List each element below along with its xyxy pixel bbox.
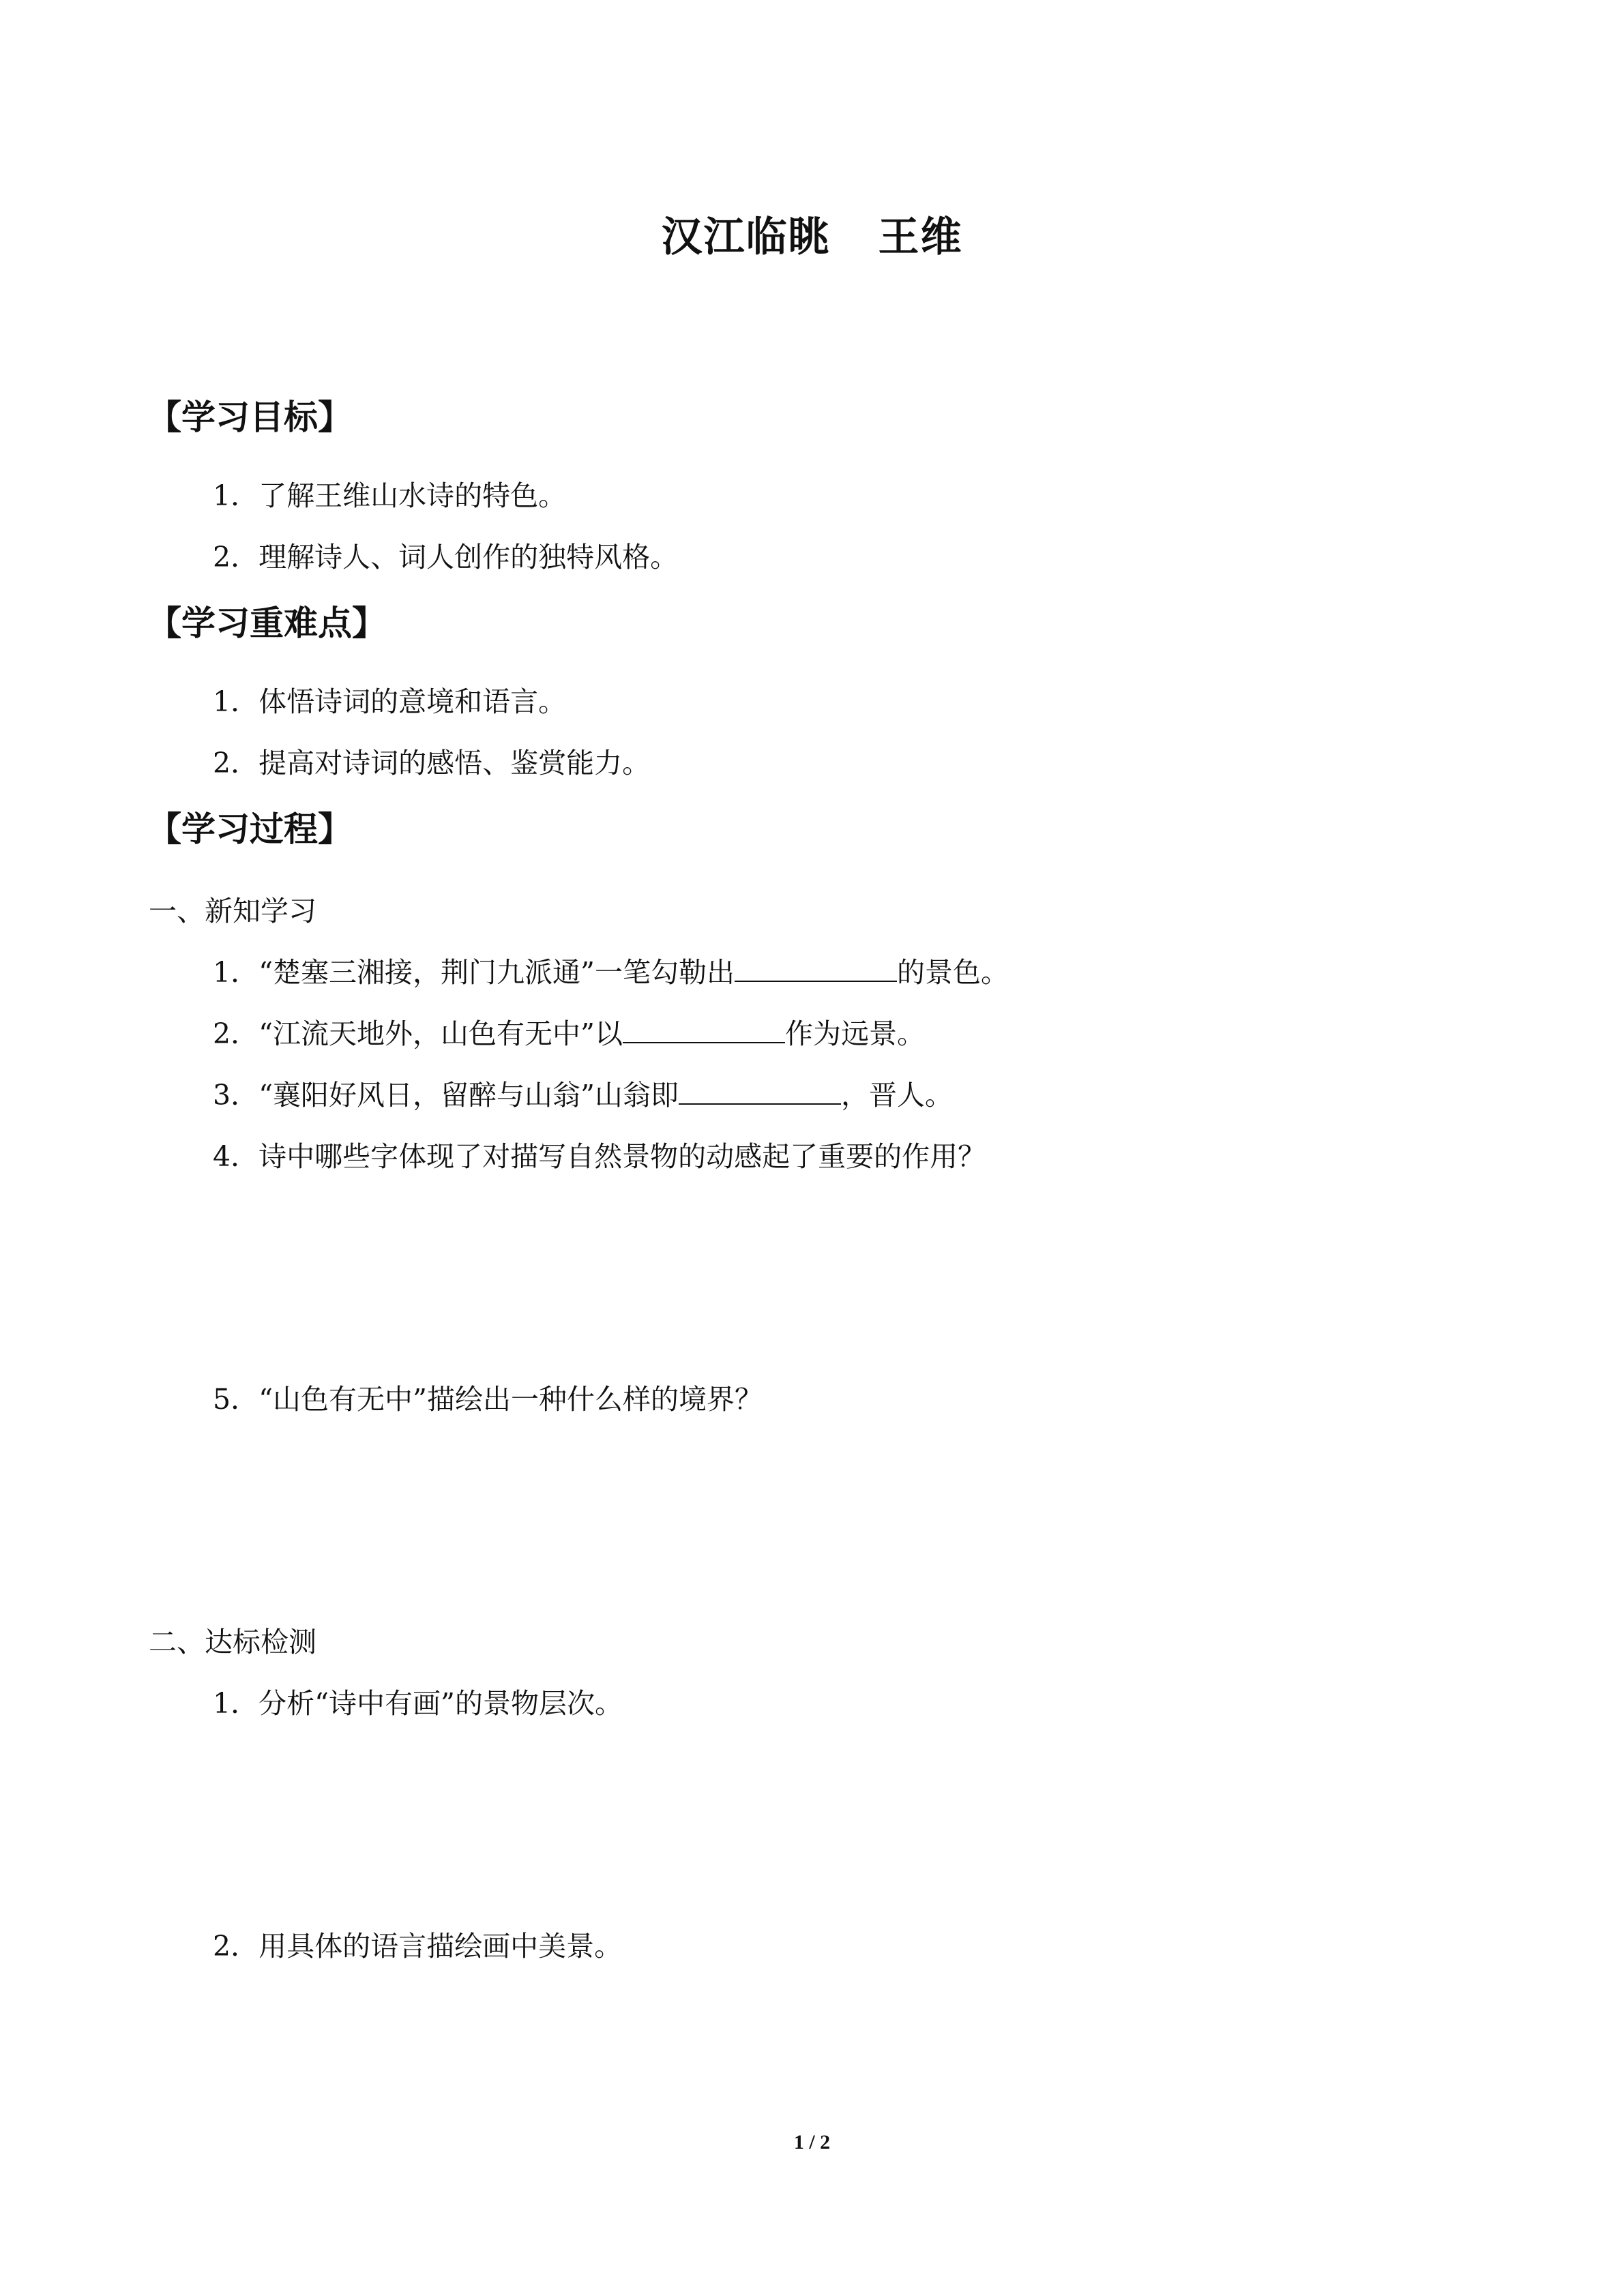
page-title	[0, 205, 1624, 263]
fill-blank	[679, 1077, 841, 1105]
question-4: 4．诗中哪些字体现了对描写自然景物的动感起了重要的作用？	[213, 1140, 986, 1173]
question-1-text: 1．“楚塞三湘接，荆门九派通”一笔勾勒出	[213, 956, 735, 989]
check-question-2: 2．用具体的语言描绘画中美景。	[213, 1930, 623, 1963]
question-2	[213, 1011, 925, 1052]
key-point-item-2: 2．提高对诗词的感悟、鉴赏能力。	[213, 747, 651, 779]
poem-title: 汉江临眺	[661, 213, 831, 261]
fill-blank	[735, 955, 897, 982]
question-1-text-end: 的景色。	[897, 956, 1009, 989]
part2-heading: 二、达标检测	[149, 1626, 316, 1658]
fill-blank	[623, 1016, 785, 1043]
check-question-1: 1．分析“诗中有画”的景物层次。	[213, 1687, 623, 1720]
question-2-text: 2．“江流天地外，山色有无中”以	[213, 1017, 623, 1050]
goal-item-1: 1．了解王维山水诗的特色。	[213, 479, 567, 512]
goal-item-2: 2．理解诗人、词人创作的独特风格。	[213, 541, 679, 573]
page-number: 1 / 2	[793, 2131, 831, 2153]
question-1	[213, 950, 1009, 990]
question-5: 5．“山色有无中”描绘出一种什么样的境界？	[213, 1383, 763, 1416]
process-heading: 【学习过程】	[147, 809, 352, 849]
key-points-heading: 【学习重难点】	[147, 603, 386, 643]
key-point-item-1: 1．体悟诗词的意境和语言。	[213, 685, 567, 718]
goals-heading: 【学习目标】	[147, 398, 352, 437]
part1-heading: 一、新知学习	[149, 895, 316, 927]
question-2-text-end: 作为远景。	[785, 1017, 926, 1050]
question-3-text-end: ，晋人。	[841, 1079, 954, 1112]
question-3-text: 3．“襄阳好风日，留醉与山翁”山翁即	[213, 1079, 679, 1112]
poem-author: 王维	[878, 213, 963, 261]
question-3	[213, 1073, 953, 1113]
